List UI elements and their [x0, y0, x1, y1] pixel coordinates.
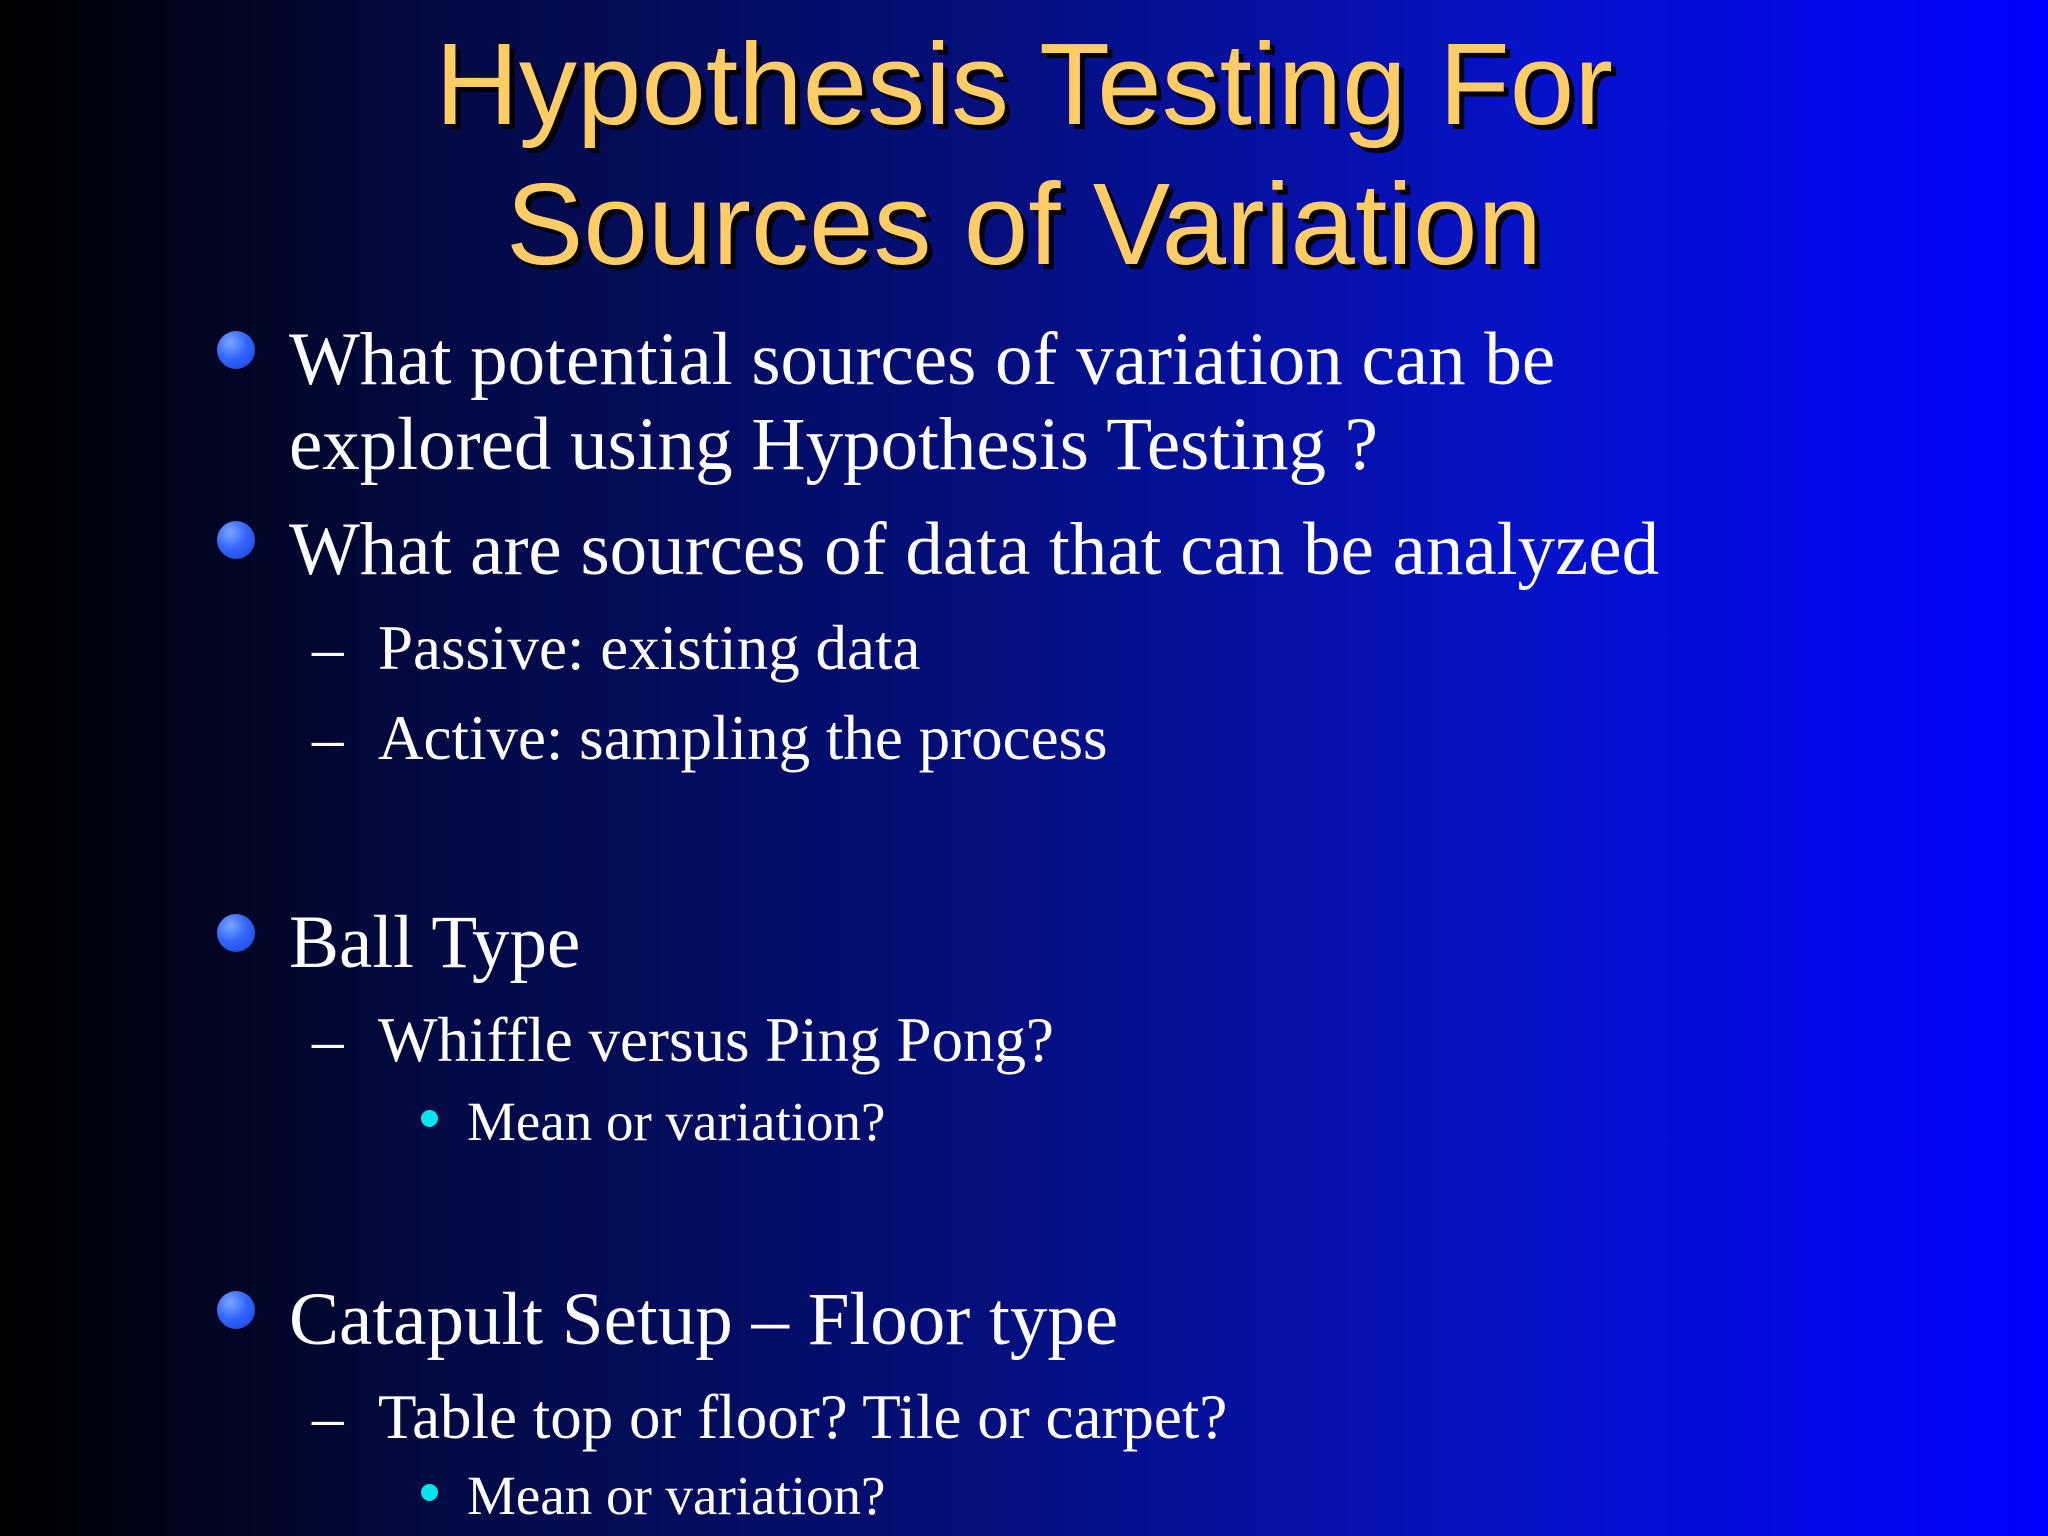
bullet-4-sub-1-sub-1: Mean or variation? — [467, 1465, 886, 1526]
sub-bullet-dot-icon — [421, 1484, 438, 1501]
bullet-1-line-2: explored using Hypothesis Testing ? — [289, 403, 1379, 486]
bullet-dot-icon — [217, 521, 255, 559]
dash-icon: – — [312, 1005, 344, 1075]
bullet-4: Catapult Setup – Floor type — [289, 1278, 1119, 1361]
bullet-2: What are sources of data that can be analyzed — [289, 508, 1660, 591]
bullet-3-sub-1: Whiffle versus Ping Pong? — [378, 1005, 1055, 1075]
dash-icon: – — [312, 703, 344, 773]
bullet-dot-icon — [217, 1291, 255, 1329]
bullet-3-sub-1-sub-1: Mean or variation? — [467, 1091, 886, 1152]
bullet-1-line-1: What potential sources of variation can be — [289, 318, 1556, 401]
title-line-1: Hypothesis Testing For — [435, 19, 1613, 149]
title-line-2: Sources of Variation — [506, 159, 1542, 289]
dash-icon: – — [312, 1382, 344, 1452]
dash-icon: – — [312, 613, 344, 683]
bullet-2-sub-2: Active: sampling the process — [378, 703, 1108, 773]
bullet-dot-icon — [217, 331, 255, 369]
sub-bullet-dot-icon — [421, 1110, 438, 1127]
bullet-2-sub-1: Passive: existing data — [378, 613, 921, 683]
bullet-4-sub-1: Table top or floor? Tile or carpet? — [378, 1382, 1228, 1452]
bullet-3: Ball Type — [289, 901, 581, 984]
bullet-dot-icon — [217, 914, 255, 952]
